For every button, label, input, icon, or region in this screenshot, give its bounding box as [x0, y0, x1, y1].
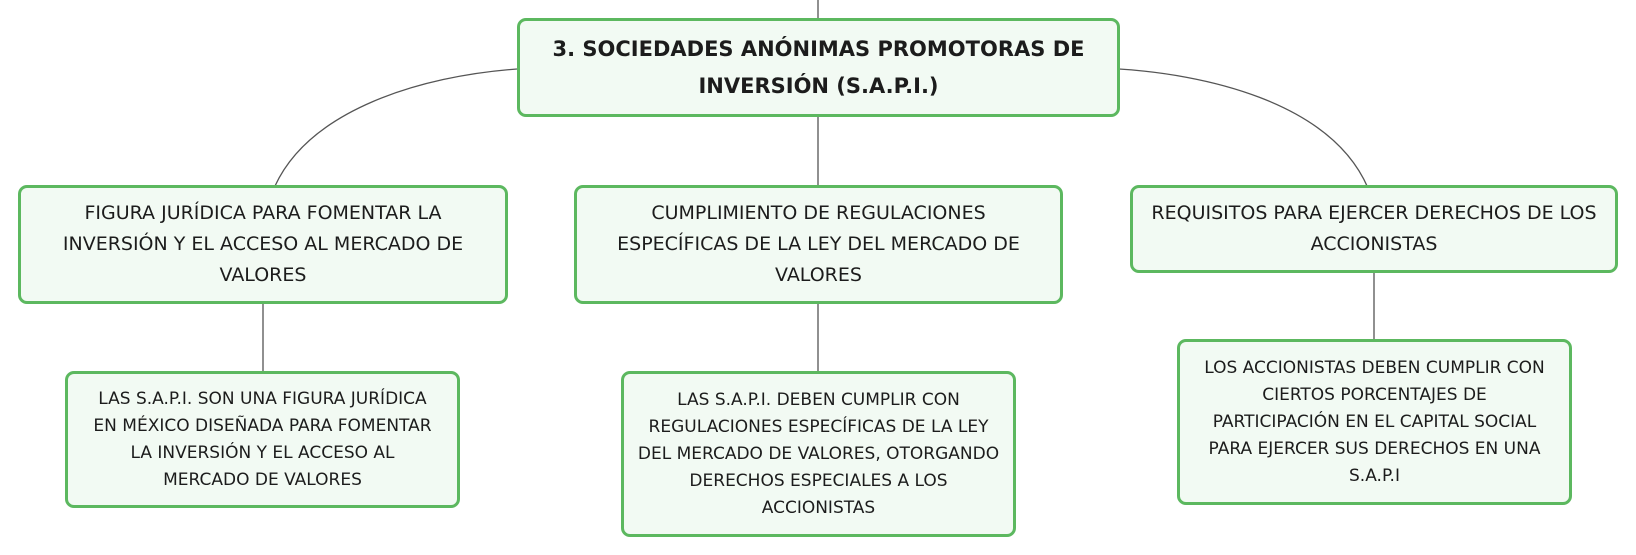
branch-node-requisitos[interactable]	[1130, 185, 1618, 273]
detail-node-requisitos[interactable]	[1177, 339, 1572, 505]
detail-node-cumplimiento[interactable]	[621, 371, 1016, 537]
root-node-label: 3. SOCIEDADES ANÓNIMAS PROMOTORAS DE INVERSIÓN (S.A.P.I.)	[552, 36, 1085, 98]
branch-node-label: CUMPLIMIENTO DE REGULACIONES ESPECÍFICAS DE LA LEY DEL MERCADO DE VALORES	[617, 202, 1020, 286]
branch-node-cumplimiento[interactable]	[574, 185, 1063, 304]
connector-root-to-branch-1	[275, 69, 517, 186]
branch-node-figura-juridica[interactable]	[18, 185, 508, 304]
branch-node-label: REQUISITOS PARA EJERCER DERECHOS DE LOS ACCIONISTAS	[1151, 202, 1597, 255]
detail-node-figura-juridica[interactable]	[65, 371, 460, 508]
connector-root-to-branch-3	[1119, 69, 1368, 188]
detail-node-label: LOS ACCIONISTAS DEBEN CUMPLIR CON CIERTOS PORCENTAJES DE PARTICIPACIÓN EN EL CAPITAL SOCIAL PARA EJERCER SUS DERECHOS EN UNA S.A.P.I	[1204, 357, 1545, 486]
root-node[interactable]	[517, 18, 1120, 117]
detail-node-label: LAS S.A.P.I. SON UNA FIGURA JURÍDICA EN MÉXICO DISEÑADA PARA FOMENTAR LA INVERSIÓN Y EL ACCESO AL MERCADO DE VALORES	[93, 388, 432, 490]
branch-node-label: FIGURA JURÍDICA PARA FOMENTAR LA INVERSIÓN Y EL ACCESO AL MERCADO DE VALORES	[62, 202, 464, 286]
detail-node-label: LAS S.A.P.I. DEBEN CUMPLIR CON REGULACIONES ESPECÍFICAS DE LA LEY DEL MERCADO DE VALORES, OTORGANDO DERECHOS ESPECIALES A LOS ACCIONISTAS	[637, 389, 1000, 518]
